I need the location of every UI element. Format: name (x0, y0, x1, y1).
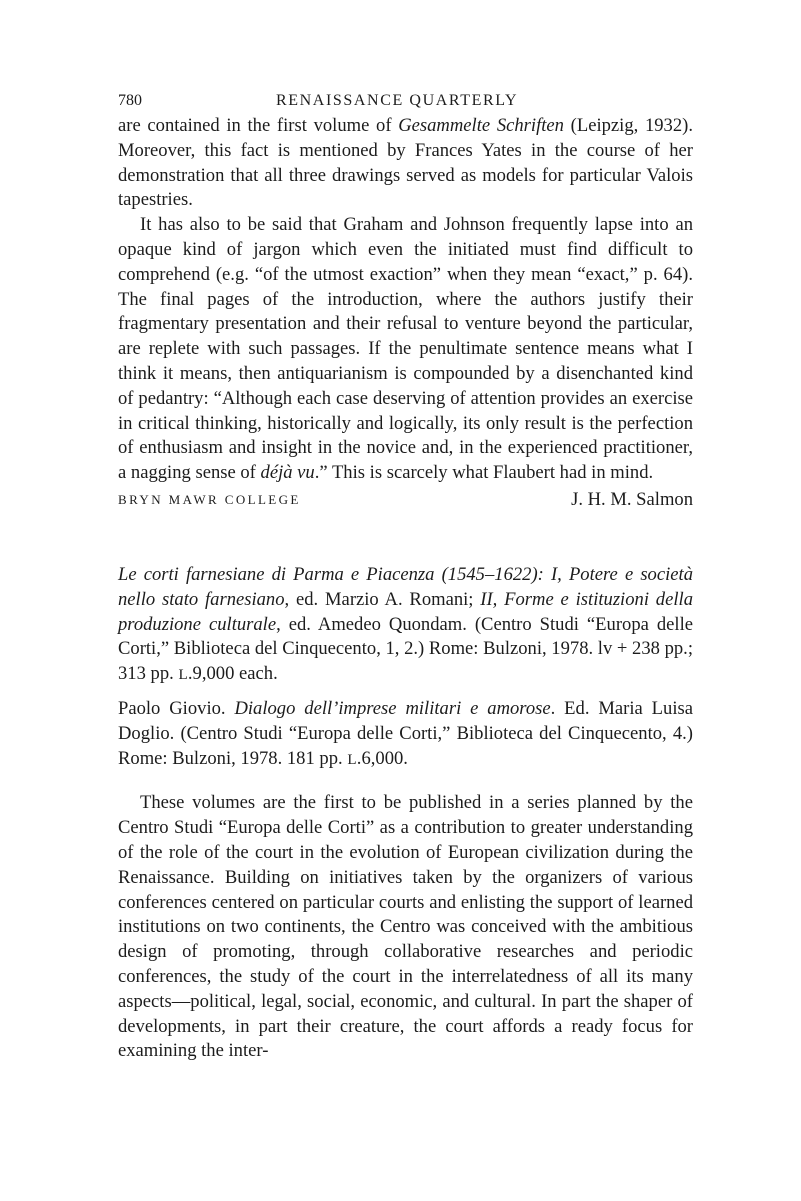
foreign-phrase: déjà vu (260, 462, 315, 484)
review-1-signature (118, 487, 693, 515)
running-head (118, 88, 693, 114)
book-price: .9,000 each. (187, 663, 278, 685)
book-details: , ed. Amedeo Quondam. (Centro Studi “Europa delle Corti,” Biblioteca del Cinquecento, 1, 2.) Rome: Bulzoni, 1978. lv + 238 pp.; 313 pp. (118, 613, 693, 685)
book-price: .6,000. (356, 747, 408, 769)
paragraph-text: (Leipzig, 1932). Moreover, this fact is mentioned by Frances Yates in the course of her demonstration that all three drawings served as models for particular Valois tapestries. (118, 115, 693, 211)
review-2-body: These volumes are the first to be published in a series planned by the Centro Studi “Europa delle Corti” as a contribution to greater understanding of the role of the court in the evolution of European civilization during the Renaissance. Building on initiatives taken by the organizers of various conferences centered on particular courts and enlisting the support of learned institutions on two continents, the Centro was conceived with the ambitious design of promoting, through collaborative researches and periodic conferences, the study of the court in the interrelatedness of all its many aspects—political, legal, social, economic, and cultural. In part the shaper of developments, in part their creature, the court affords a ready focus for examining the inter- (118, 792, 693, 1062)
book-title: Le corti farnesiane di Parma e Piacenza (1545–1622): I, Potere e società nello stato farnesiano (118, 563, 693, 610)
review-1-paragraph-1 (118, 114, 693, 213)
review-1-paragraph-2 (118, 213, 693, 486)
cited-title: Gesammelte Schriften (398, 115, 564, 136)
book-editor: , ed. Marzio A. Romani; (284, 588, 481, 610)
book-title: Dialogo dell’imprese militari e amorose (234, 697, 551, 719)
book-author: Paolo Giovio. (118, 697, 235, 719)
book-title: II, Forme e istituzioni della produzione culturale (118, 588, 693, 635)
paragraph-text: .” This is scarcely what Flaubert had in mind. (314, 462, 654, 484)
book-entry-1 (118, 563, 693, 688)
reviewer-name: J. H. M. Salmon (571, 488, 693, 510)
paragraph-text: are contained in the first volume of (118, 115, 399, 136)
journal-title: RENAISSANCE QUARTERLY (276, 92, 519, 109)
journal-page (118, 88, 693, 1064)
currency-symbol: L (347, 751, 357, 768)
reviewer-affiliation: BRYN MAWR COLLEGE (118, 491, 301, 507)
page-number: 780 (118, 92, 142, 109)
book-details: . Ed. Maria Luisa Doglio. (Centro Studi “Europa delle Corti,” Biblioteca del Cinquecento, 4.) Rome: Bulzoni, 1978. 181 pp. (118, 697, 693, 769)
book-entry-2 (118, 697, 693, 772)
paragraph-text: It has also to be said that Graham and Johnson frequently lapse into an opaque kind of jargon which even the initiated must find difficult to comprehend (e.g. “of the utmost exaction” when they mean “exact,” p. 64). The final pages of the introduction, where the authors justify their fragmentary presentation and their refusal to venture beyond the particular, are replete with such passages. If the penultimate sentence means what I think it means, then antiquarianism is compounded by a disenchanted kind of pedantry: “Although each case deserving of attention provides an exercise in critical thinking, historically and logically, its only result is the perfection of enthusiasm and insight in the novice and, in the experienced practitioner, a nagging sense of (118, 214, 693, 484)
currency-symbol: L (178, 667, 188, 684)
